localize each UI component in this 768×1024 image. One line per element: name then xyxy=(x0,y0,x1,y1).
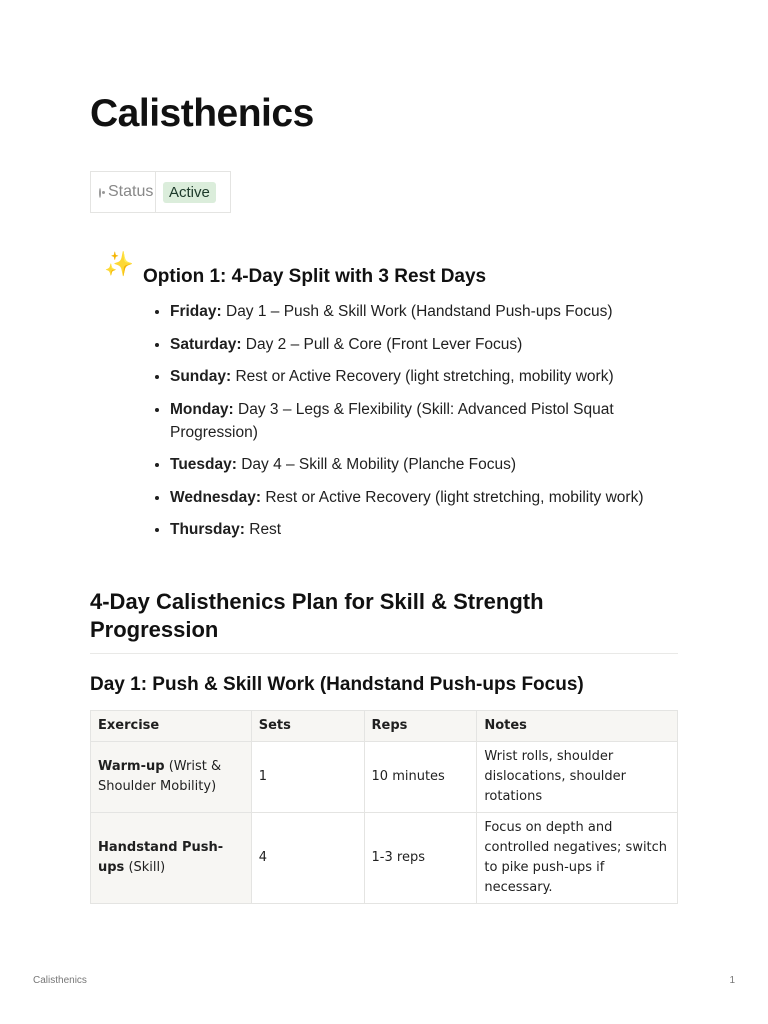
schedule-list xyxy=(150,300,700,551)
exercise-note: (Skill) xyxy=(124,860,166,875)
column-header-reps: Reps xyxy=(364,711,477,742)
table-row xyxy=(91,742,678,813)
list-item xyxy=(170,333,700,356)
page-title: Calisthenics xyxy=(90,92,314,135)
table-header-row xyxy=(91,711,678,742)
footer-title: Calisthenics xyxy=(33,975,87,986)
day-label: Monday: xyxy=(170,400,234,418)
sets-cell: 4 xyxy=(251,813,364,904)
exercise-note: (Wrist & Shoulder Mobility) xyxy=(98,759,222,794)
property-key xyxy=(91,172,156,212)
day-text: Day 3 – Legs & Flexibility (Skill: Advanced Pistol Squat Progression) xyxy=(170,400,614,441)
divider xyxy=(90,653,678,654)
exercise-cell xyxy=(91,742,252,813)
sets-cell: 1 xyxy=(251,742,364,813)
day1-table xyxy=(90,710,678,904)
day-label: Friday: xyxy=(170,303,222,320)
day-label: Saturday: xyxy=(170,335,242,353)
column-header-exercise: Exercise xyxy=(91,711,252,742)
day-label: Wednesday: xyxy=(170,488,262,506)
exercise-name: Warm-up xyxy=(98,759,165,774)
day-label: Tuesday: xyxy=(170,456,237,473)
property-label: Status xyxy=(108,183,154,200)
option-heading: Option 1: 4-Day Split with 3 Rest Days xyxy=(143,266,487,287)
plan-heading: 4-Day Calisthenics Plan for Skill & Strength Progression xyxy=(90,589,544,642)
notes-cell: Focus on depth and controlled negatives; switch to pike push-ups if necessary. xyxy=(477,813,678,904)
list-item xyxy=(170,453,700,476)
list-item xyxy=(170,518,700,541)
property-value[interactable] xyxy=(156,172,230,212)
notes-cell: Wrist rolls, shoulder dislocations, shoulder rotations xyxy=(477,742,678,813)
reps-cell: 1-3 reps xyxy=(364,813,477,904)
exercise-cell xyxy=(91,813,252,904)
star-icon: ✨ xyxy=(104,251,134,278)
day-text: Rest xyxy=(244,521,282,538)
column-header-sets: Sets xyxy=(251,711,364,742)
exercise-name: Handstand Push-ups xyxy=(98,840,224,875)
table-row xyxy=(91,813,678,904)
day-text: Day 4 – Skill & Mobility (Planche Focus) xyxy=(236,456,517,473)
day-text: Day 2 – Pull & Core (Front Lever Focus) xyxy=(241,335,523,353)
page-number: 1 xyxy=(729,975,735,986)
day-text: Rest or Active Recovery (light stretching, mobility work) xyxy=(231,368,614,385)
list-item xyxy=(170,300,700,323)
property-status[interactable] xyxy=(90,171,231,213)
list-item xyxy=(170,365,700,388)
day1-heading: Day 1: Push & Skill Work (Handstand Push-ups Focus) xyxy=(90,674,584,695)
status-icon xyxy=(99,188,101,198)
column-header-notes: Notes xyxy=(477,711,678,742)
list-item xyxy=(170,398,700,444)
status-badge[interactable]: Active xyxy=(163,182,216,203)
day-label: Thursday: xyxy=(170,521,245,538)
list-item xyxy=(170,486,700,509)
day-label: Sunday: xyxy=(170,368,232,385)
day-text: Day 1 – Push & Skill Work (Handstand Push-ups Focus) xyxy=(221,303,613,320)
reps-cell: 10 minutes xyxy=(364,742,477,813)
day-text: Rest or Active Recovery (light stretching, mobility work) xyxy=(261,488,644,506)
